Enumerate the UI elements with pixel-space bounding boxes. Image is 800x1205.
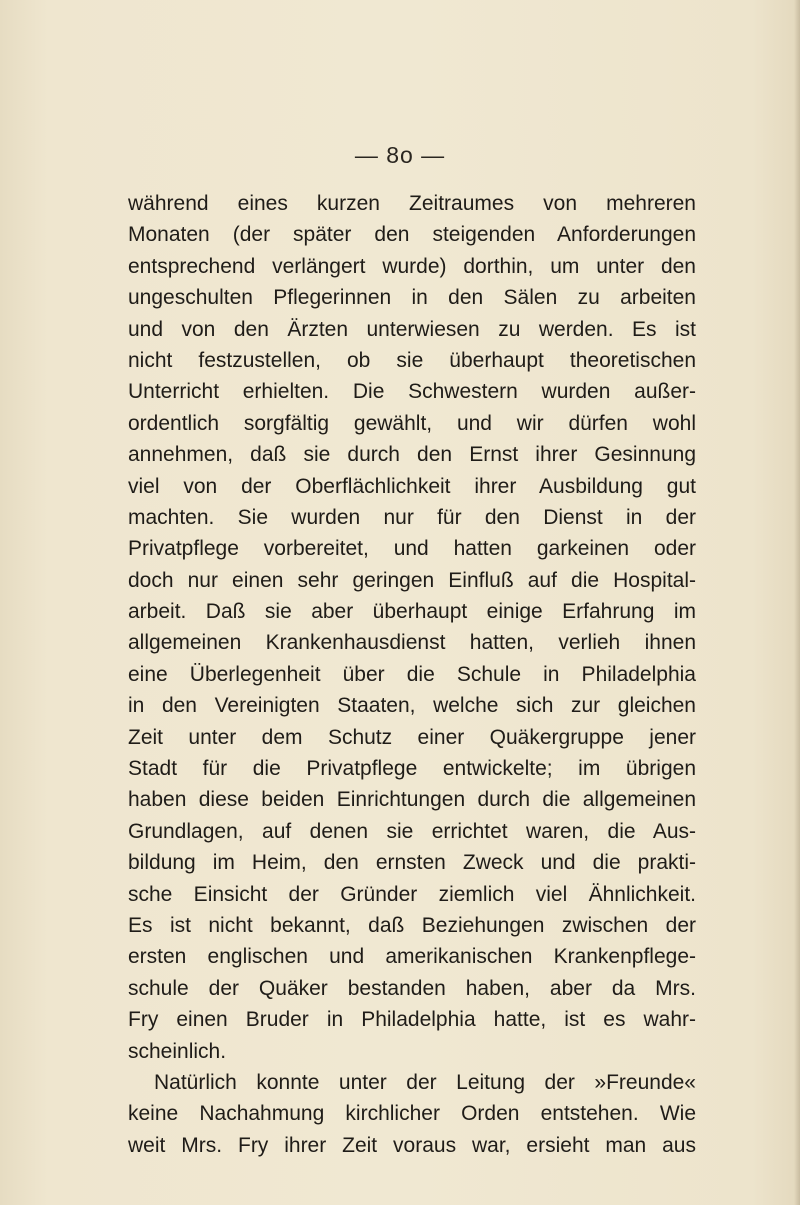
text-line: allgemeinen Krankenhausdienst hatten, verlieh ihnen xyxy=(128,631,696,655)
text-line: ordentlich sorgfältig gewählt, und wir dürfen wohl xyxy=(128,411,696,435)
text-line: haben diese beiden Einrichtungen durch die allgemeinen xyxy=(128,788,696,812)
paragraph-end-line: scheinlich. xyxy=(128,1039,227,1063)
text-line: Fry einen Bruder in Philadelphia hatte, ist es wahr- xyxy=(128,1008,696,1032)
text-line: ungeschulten Pflegerinnen in den Sälen zu arbeiten xyxy=(128,286,696,310)
text-line: Unterricht erhielten. Die Schwestern wurden außer- xyxy=(128,380,696,404)
text-line: schule der Quäker bestanden haben, aber da Mrs. xyxy=(128,976,696,1000)
text-line: und von den Ärzten unterwiesen zu werden. Es ist xyxy=(128,317,696,341)
text-line: nicht festzustellen, ob sie überhaupt theoretischen xyxy=(128,348,696,372)
text-line: Monaten (der später den steigenden Anforderungen xyxy=(128,223,696,247)
text-line: ersten englischen und amerikanischen Krankenpflege- xyxy=(128,945,696,969)
page-edge-shadow xyxy=(794,0,800,1205)
paragraph-start-line: Natürlich konnte unter der Leitung der »Freunde« xyxy=(154,1070,696,1094)
text-line: viel von der Oberflächlichkeit ihrer Ausbildung gut xyxy=(128,474,696,498)
page-number: — 8o — xyxy=(354,142,446,168)
text-line: sche Einsicht der Gründer ziemlich viel Ähnlichkeit. xyxy=(128,882,696,906)
body-text xyxy=(128,188,696,1161)
text-line: arbeit. Daß sie aber überhaupt einige Erfahrung im xyxy=(128,600,696,624)
text-line: bildung im Heim, den ernsten Zweck und die prakti- xyxy=(128,851,696,875)
text-line: während eines kurzen Zeitraumes von mehreren xyxy=(128,192,696,215)
text-line: Privatpflege vorbereitet, und hatten garkeinen oder xyxy=(128,537,696,561)
text-line: Zeit unter dem Schutz einer Quäkergruppe jener xyxy=(128,725,696,749)
text-line: weit Mrs. Fry ihrer Zeit voraus war, ersieht man aus xyxy=(128,1133,696,1157)
text-line: doch nur einen sehr geringen Einfluß auf die Hospital- xyxy=(128,568,696,592)
text-line: Stadt für die Privatpflege entwickelte; im übrigen xyxy=(128,757,696,781)
text-line: eine Überlegenheit über die Schule in Philadelphia xyxy=(128,662,696,686)
text-line: entsprechend verlängert wurde) dorthin, um unter den xyxy=(128,254,696,278)
text-line: in den Vereinigten Staaten, welche sich zur gleichen xyxy=(128,694,696,718)
text-line: machten. Sie wurden nur für den Dienst in der xyxy=(128,505,696,529)
text-line: keine Nachahmung kirchlicher Orden entstehen. Wie xyxy=(128,1102,696,1126)
text-line: Grundlagen, auf denen sie errichtet waren, die Aus- xyxy=(128,819,696,843)
text-line: Es ist nicht bekannt, daß Beziehungen zwischen der xyxy=(128,913,696,937)
text-line: annehmen, daß sie durch den Ernst ihrer Gesinnung xyxy=(128,443,696,467)
